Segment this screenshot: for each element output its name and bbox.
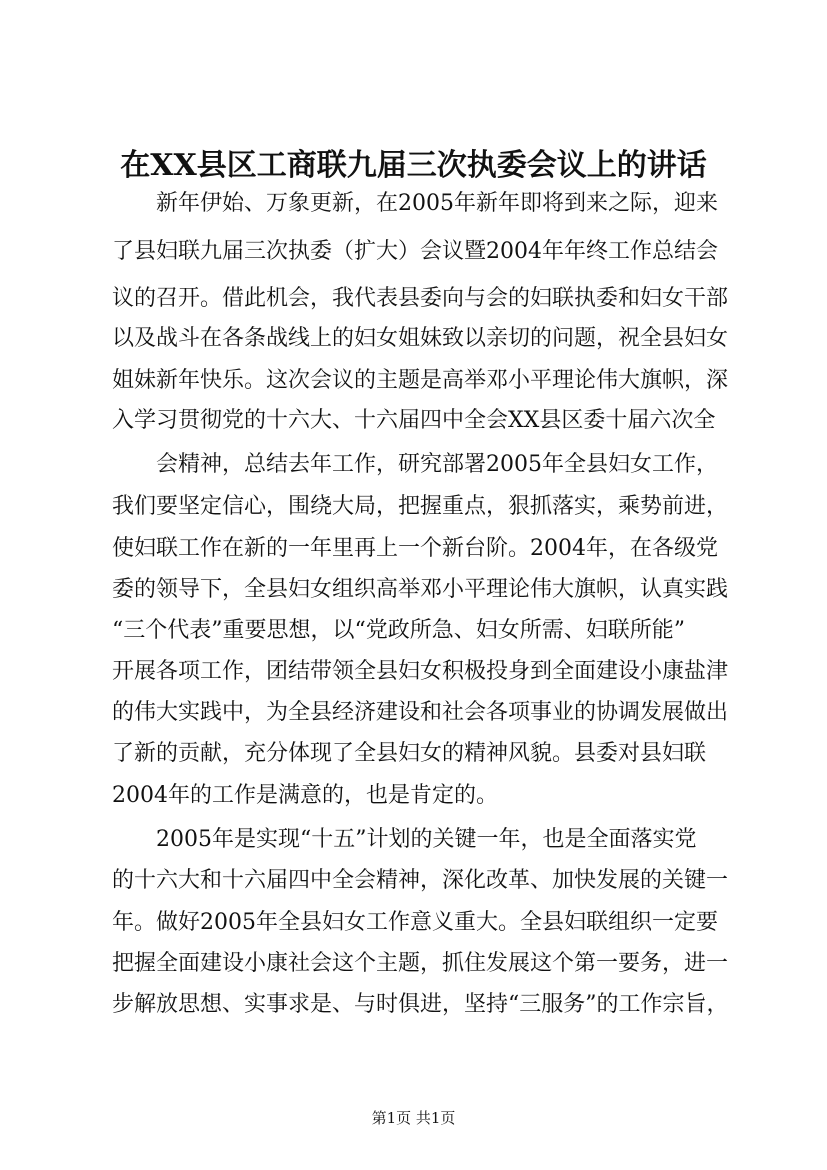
body-line: 步解放思想、实事求是、与时俱进，坚持“三服务”的工作宗旨， — [112, 992, 729, 1017]
body-line: 使妇联工作在新的一年里再上一个新台阶。2004年，在各级党 — [112, 536, 718, 561]
body-line: 姐妹新年快乐。这次会议的主题是高举邓小平理论伟大旗帜，深 — [112, 368, 729, 393]
body-line: 会精神，总结去年工作，研究部署2005年全县妇女工作， — [156, 452, 718, 477]
body-line: 了县妇联九届三次执委（扩大）会议暨2004年年终工作总结会 — [112, 239, 718, 264]
page-footer: 第1页 共1页 — [371, 1109, 456, 1127]
body-line: 新年伊始、万象更新，在2005年新年即将到来之际，迎来 — [156, 191, 718, 216]
body-line: 把握全面建设小康社会这个主题，抓住发展这个第一要务，进一 — [112, 951, 729, 976]
body-line: 以及战斗在各条战线上的妇女姐妹致以亲切的问题，祝全县妇女 — [112, 326, 729, 351]
body-line: 了新的贡献，充分体现了全县妇女的精神风貌。县委对县妇联 — [112, 741, 707, 766]
body-line: 委的领导下，全县妇女组织高举邓小平理论伟大旗帜，认真实践 — [112, 577, 729, 602]
body-line: 的伟大实践中，为全县经济建设和社会各项事业的协调发展做出 — [112, 700, 729, 725]
body-line: 入学习贯彻党的十六大、十六届四中全会XX县区委十届六次全 — [112, 408, 716, 433]
document-title: 在XX县区工商联九届三次执委会议上的讲话 — [120, 148, 707, 183]
body-line: 议的召开。借此机会，我代表县委向与会的妇联执委和妇女干部 — [112, 286, 729, 311]
body-line: 2005年是实现“十五”计划的关键一年，也是全面落实党 — [156, 827, 697, 852]
body-line: 开展各项工作，团结带领全县妇女积极投身到全面建设小康盐津 — [112, 659, 729, 684]
body-line: “三个代表”重要思想，以“党政所急、妇女所需、妇联所能” — [112, 618, 685, 643]
body-line: 年。做好2005年全县妇女工作意义重大。全县妇联组织一定要 — [112, 910, 718, 935]
body-line: 我们要坚定信心，围绕大局，把握重点，狠抓落实，乘势前进， — [112, 494, 729, 519]
body-line: 的十六大和十六届四中全会精神，深化改革、加快发展的关键一 — [112, 868, 729, 893]
body-line: 2004年的工作是满意的，也是肯定的。 — [112, 783, 498, 808]
